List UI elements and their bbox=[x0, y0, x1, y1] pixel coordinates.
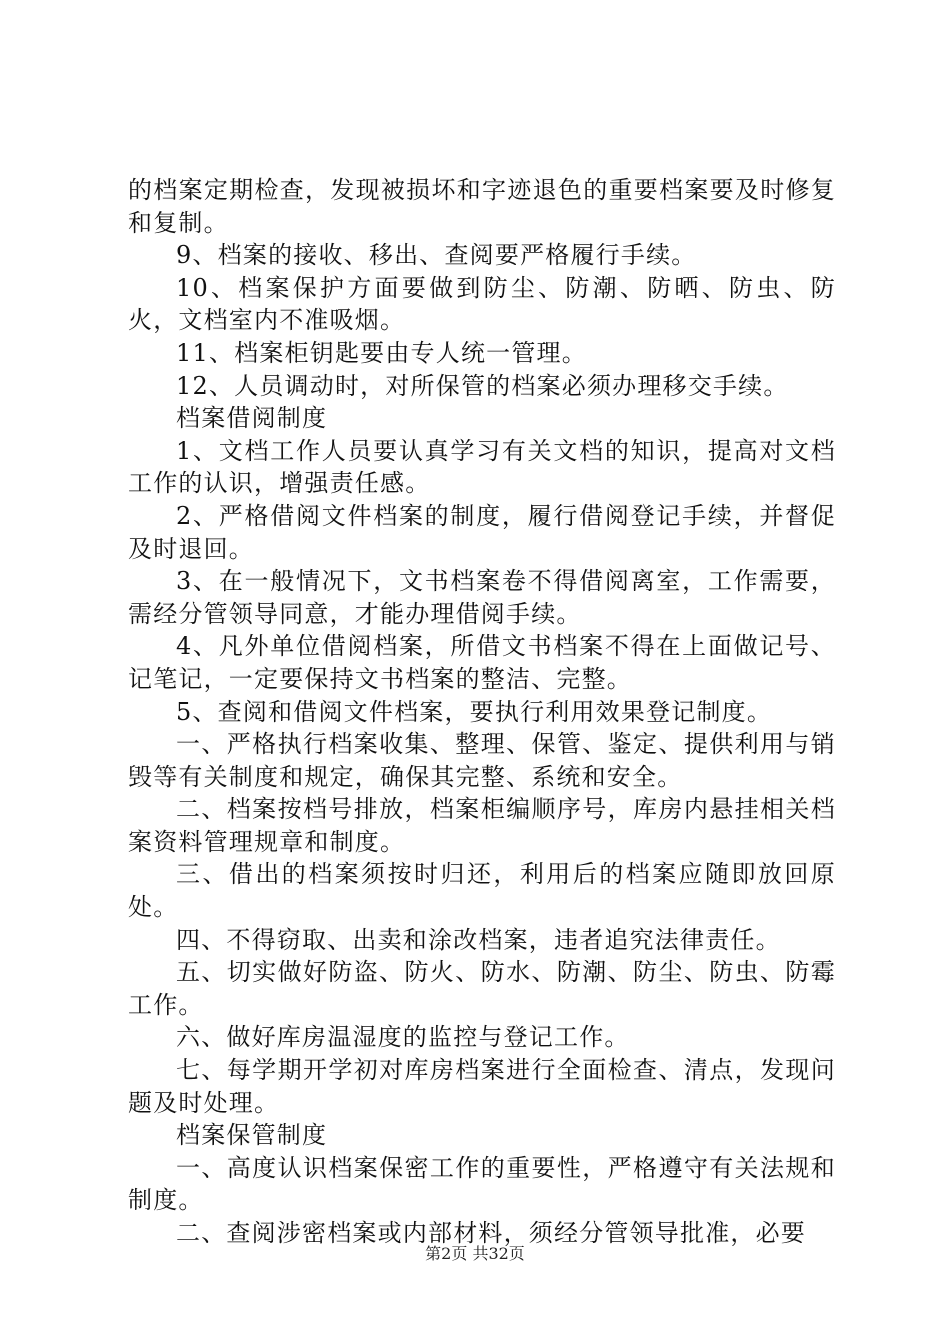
paragraph: 二、档案按档号排放，档案柜编顺序号，库房内悬挂相关档案资料管理规章和制度。 bbox=[128, 795, 836, 856]
paragraph: 一、高度认识档案保密工作的重要性，严格遵守有关法规和制度。 bbox=[128, 1153, 836, 1215]
paragraph: 五、切实做好防盗、防火、防水、防潮、防尘、防虫、防霉工作。 bbox=[128, 958, 836, 1019]
paragraph: 2、严格借阅文件档案的制度，履行借阅登记手续，并督促及时退回。 bbox=[128, 501, 836, 563]
paragraph: 七、每学期开学初对库房档案进行全面检查、清点，发现问题及时处理。 bbox=[128, 1056, 836, 1117]
paragraph: 9、档案的接收、移出、查阅要严格履行手续。 bbox=[176, 241, 697, 270]
paragraph: 的档案定期检查，发现被损坏和字迹退色的重要档案要及时修复和复制。 bbox=[128, 176, 836, 237]
paragraph: 六、做好库房温湿度的监控与登记工作。 bbox=[176, 1023, 630, 1052]
paragraph: 三、借出的档案须按时归还，利用后的档案应随即放回原处。 bbox=[128, 860, 836, 922]
paragraph: 12、人员调动时，对所保管的档案必须办理移交手续。 bbox=[176, 371, 789, 400]
paragraph: 3、在一般情况下，文书档案卷不得借阅离室，工作需要，需经分管领导同意，才能办理借阅手续。 bbox=[128, 567, 836, 628]
section-heading: 档案保管制度 bbox=[176, 1121, 328, 1150]
document-body bbox=[128, 174, 836, 1250]
page-footer: 第2页 共32页 bbox=[425, 1244, 525, 1263]
paragraph: 5、查阅和借阅文件档案，要执行利用效果登记制度。 bbox=[176, 697, 773, 726]
paragraph: 四、不得窃取、出卖和涂改档案，违者追究法律责任。 bbox=[176, 925, 781, 954]
paragraph: 11、档案柜钥匙要由专人统一管理。 bbox=[176, 338, 587, 367]
paragraph: 1、文档工作人员要认真学习有关文档的知识，提高对文档工作的认识，增强责任感。 bbox=[128, 436, 836, 498]
paragraph: 二、查阅涉密档案或内部材料，须经分管领导批准，必要 bbox=[176, 1219, 806, 1247]
paragraph: 4、凡外单位借阅档案，所借文书档案不得在上面做记号、记笔记，一定要保持文书档案的整洁、完整。 bbox=[128, 632, 836, 693]
paragraph: 10、档案保护方面要做到防尘、防潮、防晒、防虫、防火，文档室内不准吸烟。 bbox=[128, 273, 836, 335]
paragraph: 一、严格执行档案收集、整理、保管、鉴定、提供利用与销毁等有关制度和规定，确保其完整、系统和安全。 bbox=[128, 730, 836, 791]
section-heading: 档案借阅制度 bbox=[176, 404, 328, 433]
